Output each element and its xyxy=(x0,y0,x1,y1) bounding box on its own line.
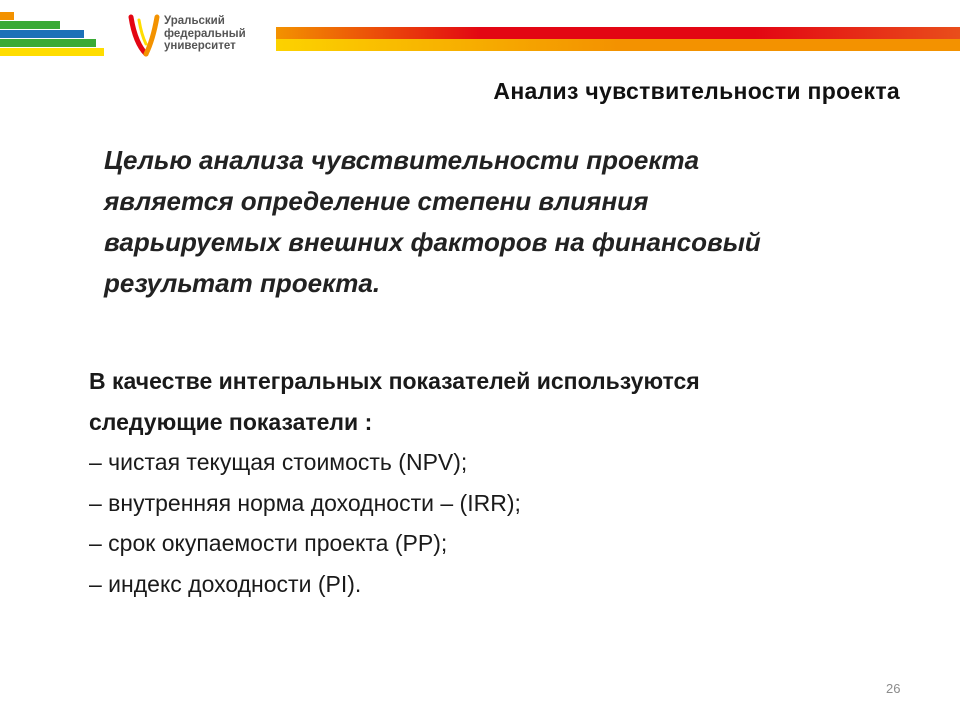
slide-header xyxy=(0,0,960,60)
indicator-item: – чистая текущая стоимость (NPV); xyxy=(89,449,468,475)
indicators-intro-line: следующие показатели : xyxy=(89,408,373,435)
university-logo xyxy=(128,14,268,58)
urfu-logo-icon xyxy=(128,14,160,58)
decorative-color-band xyxy=(276,27,960,51)
logo-line: федеральный xyxy=(164,27,246,40)
indicator-item: – срок окупаемости проекта (PP); xyxy=(89,530,448,556)
logo-line: университет xyxy=(164,40,236,52)
indicators-block xyxy=(89,361,889,604)
indicators-intro xyxy=(89,361,889,442)
logo-wordmark xyxy=(164,15,246,53)
indicators-list xyxy=(89,442,889,604)
goal-line: результат проекта. xyxy=(104,268,381,298)
slide-title: Анализ чувствительности проекта xyxy=(493,78,900,104)
logo-line: Уральский xyxy=(164,15,225,27)
indicator-item: – индекс доходности (PI). xyxy=(89,570,362,597)
indicator-item: – внутренняя норма доходности – (IRR); xyxy=(89,489,521,516)
goal-paragraph xyxy=(104,140,904,304)
decorative-stripes-left xyxy=(0,12,104,56)
goal-line: варьируемых внешних факторов на финансовый xyxy=(104,227,761,257)
goal-line: является определение степени влияния xyxy=(104,186,649,216)
goal-line: Целью анализа чувствительности проекта xyxy=(104,145,700,175)
page-number: 26 xyxy=(886,681,901,696)
indicators-intro-line: В качестве интегральных показателей используются xyxy=(89,368,700,394)
